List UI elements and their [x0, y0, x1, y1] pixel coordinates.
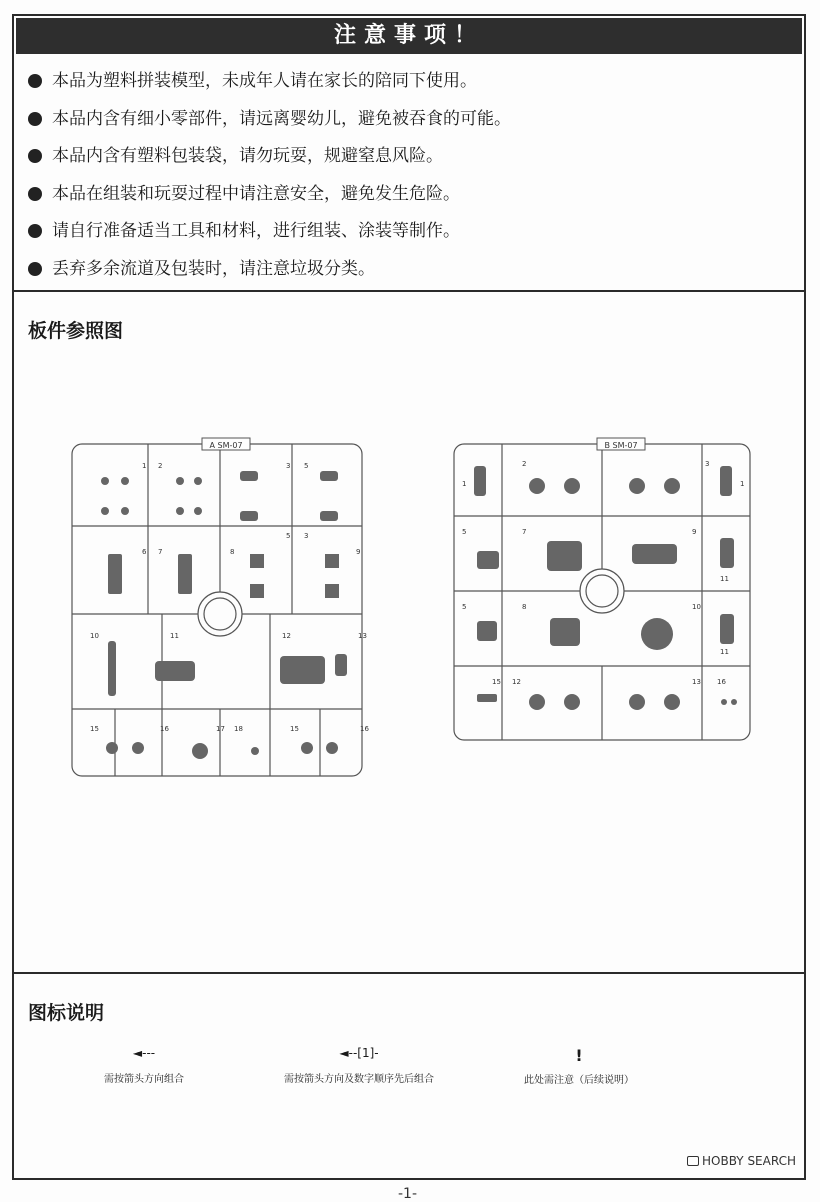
list-item [28, 181, 790, 219]
legend-item-arrow [84, 1046, 204, 1085]
part-number: 2 [522, 460, 527, 468]
part-number: 6 [142, 548, 147, 556]
part-number: 12 [282, 632, 291, 640]
watermark-text: HOBBY SEARCH [702, 1154, 796, 1168]
part-number: 11 [720, 648, 729, 656]
notice-text: 本品在组装和玩耍过程中请注意安全，避免发生危险。 [52, 183, 460, 204]
bullet-icon [28, 262, 42, 276]
page-number: -1- [398, 1186, 418, 1202]
part-number: 1 [142, 462, 147, 470]
legend-section-title: 图标说明 [28, 1002, 105, 1024]
page-frame [12, 14, 806, 1180]
bullet-icon [28, 187, 42, 201]
part-number: 9 [356, 548, 361, 556]
part-number: 3 [304, 532, 309, 540]
bullet-icon [28, 149, 42, 163]
camera-icon [687, 1156, 699, 1166]
part-number: 15 [90, 725, 99, 733]
legend-caption: 需按箭头方向及数字顺序先后组合 [284, 1074, 434, 1085]
part-number: 17 [216, 725, 225, 733]
page-title: 注意事项！ [16, 18, 802, 54]
notice-text: 本品为塑料拼装模型，未成年人请在家长的陪同下使用。 [52, 71, 477, 91]
sprue-section-title: 板件参照图 [28, 320, 124, 342]
watermark [687, 1154, 796, 1168]
section-divider [14, 290, 804, 292]
part-number: 7 [522, 528, 527, 536]
sprue-a-diagram [70, 426, 369, 781]
legend-item-caution [509, 1046, 649, 1086]
part-number: 5 [462, 528, 467, 536]
legend-item-numbered-arrow [264, 1046, 454, 1085]
bullet-icon [28, 224, 42, 238]
part-number: 5 [286, 532, 291, 540]
part-number: 3 [705, 460, 710, 468]
part-number: 3 [286, 462, 291, 470]
part-number: 16 [717, 678, 726, 686]
notice-text: 本品内含有塑料包装袋，请勿玩耍，规避窒息风险。 [52, 146, 443, 166]
notice-text: 请自行准备适当工具和材料，进行组装、涂装等制作。 [52, 221, 460, 241]
exclamation-icon: ! [575, 1046, 583, 1065]
list-item [28, 256, 790, 294]
sprue-b-diagram [452, 426, 752, 746]
bullet-icon [28, 74, 42, 88]
legend-caption: 需按箭头方向组合 [104, 1074, 184, 1085]
part-number: 8 [230, 548, 235, 556]
bullet-icon [28, 112, 42, 126]
notice-text: 本品内含有细小零部件，请远离婴幼儿，避免被吞食的可能。 [52, 108, 511, 129]
list-item [28, 143, 790, 181]
dashed-arrow-icon: ◄--- [132, 1046, 156, 1060]
part-number: 8 [522, 603, 527, 611]
part-number: 15 [492, 678, 501, 686]
part-number: 13 [692, 678, 701, 686]
part-number: 10 [692, 603, 701, 611]
part-number: 2 [158, 462, 163, 470]
part-number: 1 [740, 480, 745, 488]
list-item [28, 68, 790, 106]
sprue-b-label: B SM-07 [604, 441, 638, 450]
numbered-arrow-icon: ◄--[1]- [339, 1046, 379, 1060]
part-number: 15 [290, 725, 299, 733]
part-number: 7 [158, 548, 163, 556]
notice-text: 丢弃多余流道及包装时，请注意垃圾分类。 [52, 258, 375, 279]
part-number: 11 [720, 575, 729, 583]
part-number: 12 [512, 678, 521, 686]
legend-caption: 此处需注意（后续说明） [524, 1075, 634, 1086]
list-item [28, 106, 790, 144]
part-number: 5 [462, 603, 467, 611]
part-number: 11 [170, 632, 179, 640]
part-number: 18 [234, 725, 243, 733]
list-item [28, 218, 790, 256]
notice-list [28, 68, 790, 293]
part-number: 16 [360, 725, 369, 733]
part-number: 5 [304, 462, 309, 470]
part-number: 16 [160, 725, 169, 733]
part-number: 1 [462, 480, 467, 488]
part-number: 13 [358, 632, 367, 640]
part-number: 9 [692, 528, 697, 536]
section-divider [14, 972, 804, 974]
part-number: 10 [90, 632, 99, 640]
sprue-a-label: A SM-07 [209, 441, 243, 450]
